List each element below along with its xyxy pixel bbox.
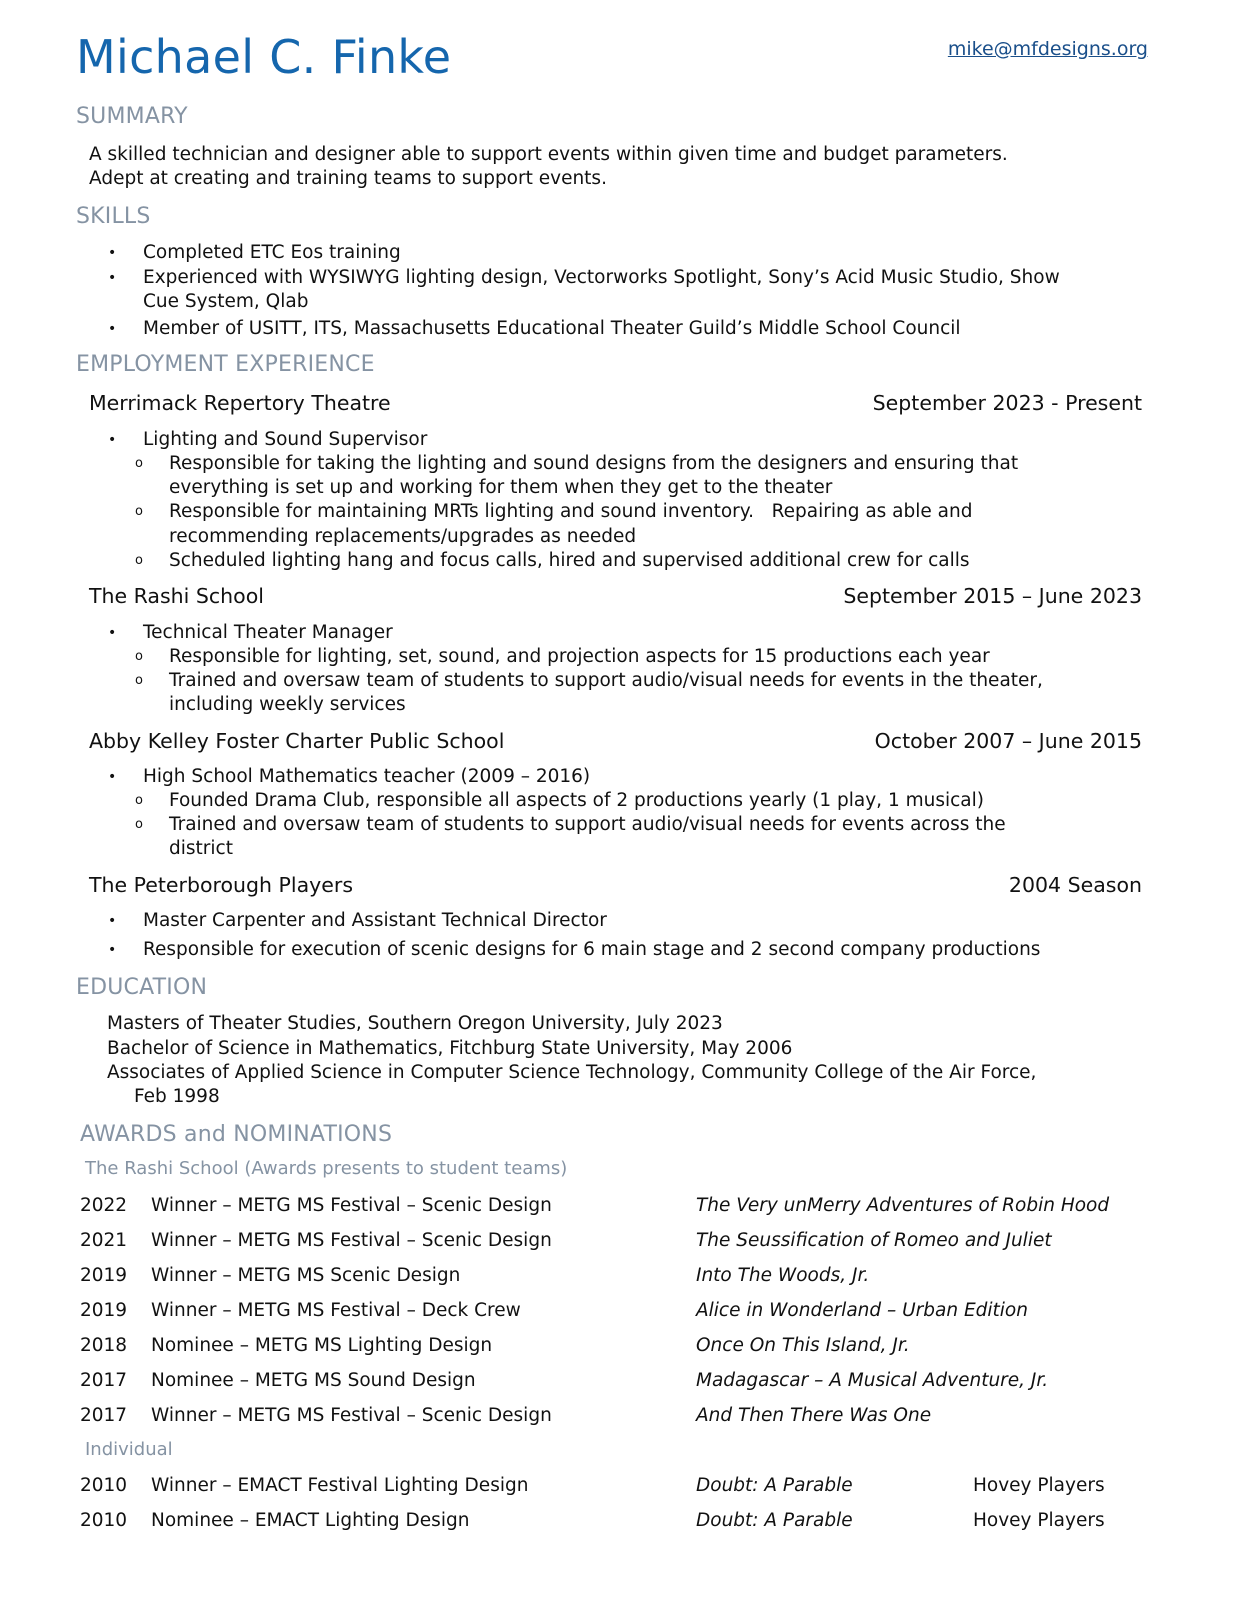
candidate-name: Michael C. Finke: [76, 30, 452, 84]
job-detail: Responsible for lighting, set, sound, and projection aspects for 15 productions each year: [169, 646, 990, 667]
award-title: Nominee – EMACT Lighting Design: [151, 1510, 470, 1531]
summary-line: Adept at creating and training teams to support events.: [89, 168, 607, 189]
award-year: 2017: [80, 1405, 128, 1426]
award-year: 2022: [80, 1195, 128, 1216]
summary-heading: SUMMARY: [76, 104, 188, 129]
skills-heading: SKILLS: [76, 204, 151, 229]
job-header: [89, 873, 1142, 897]
bullet-icon: •: [108, 942, 117, 958]
job-employer: Abby Kelley Foster Charter Public School: [89, 729, 505, 753]
job-dates: 2004 Season: [1008, 873, 1142, 897]
bullet-icon: •: [108, 769, 117, 785]
sub-bullet-icon: o: [135, 673, 143, 688]
job-header: [89, 729, 1142, 753]
award-title: Winner – EMACT Festival Lighting Design: [151, 1475, 529, 1496]
job-detail: Trained and oversaw team of students to support audio/visual needs for events in the theater,: [169, 670, 1043, 691]
job-header: [89, 584, 1142, 608]
award-title: Winner – METG MS Festival – Scenic Design: [151, 1405, 552, 1426]
awards-group-label: Individual: [85, 1439, 173, 1460]
education-item: Masters of Theater Studies, Southern Oregon University, July 2023: [107, 1013, 723, 1034]
job-detail-continuation: including weekly services: [169, 694, 406, 715]
award-company: Hovey Players: [973, 1510, 1105, 1531]
award-title: Nominee – METG MS Lighting Design: [151, 1335, 493, 1356]
education-item: Associates of Applied Science in Computer Science Technology, Community College of the Air Force,: [107, 1062, 1037, 1083]
award-show: Into The Woods, Jr.: [696, 1265, 870, 1286]
skill-item: Completed ETC Eos training: [143, 242, 401, 263]
award-title: Winner – METG MS Festival – Scenic Design: [151, 1230, 552, 1251]
skill-item-continuation: Cue System, Qlab: [143, 291, 309, 312]
employment-heading: EMPLOYMENT EXPERIENCE: [76, 352, 375, 377]
summary-line: A skilled technician and designer able to support events within given time and budget parameters.: [89, 144, 1008, 165]
job-detail: Founded Drama Club, responsible all aspects of 2 productions yearly (1 play, 1 musical): [169, 790, 984, 811]
job-employer: Merrimack Repertory Theatre: [89, 391, 391, 415]
job-detail-continuation: everything is set up and working for them when they get to the theater: [169, 477, 833, 498]
skill-item: Member of USITT, ITS, Massachusetts Educational Theater Guild’s Middle School Council: [143, 318, 961, 339]
sub-bullet-icon: o: [135, 793, 143, 808]
job-dates: September 2023 - Present: [872, 391, 1142, 415]
award-year: 2021: [80, 1230, 128, 1251]
bullet-icon: •: [108, 913, 117, 929]
education-item-continuation: Feb 1998: [134, 1086, 220, 1107]
award-year: 2019: [80, 1300, 128, 1321]
awards-group-label: The Rashi School (Awards presents to student teams): [85, 1158, 568, 1179]
sub-bullet-icon: o: [135, 817, 143, 832]
award-company: Hovey Players: [973, 1475, 1105, 1496]
job-role: Master Carpenter and Assistant Technical Director: [143, 910, 607, 931]
award-show: Madagascar – A Musical Adventure, Jr.: [696, 1370, 1049, 1391]
sub-bullet-icon: o: [135, 649, 143, 664]
bullet-icon: •: [108, 625, 117, 641]
job-role: Lighting and Sound Supervisor: [143, 429, 428, 450]
job-detail: Responsible for maintaining MRTs lighting and sound inventory. Repairing as able and: [169, 501, 973, 522]
job-detail: Responsible for taking the lighting and sound designs from the designers and ensuring that: [169, 453, 1019, 474]
bullet-icon: •: [108, 270, 117, 286]
award-show: The Very unMerry Adventures of Robin Hood: [696, 1195, 1110, 1216]
award-show: Doubt: A Parable: [696, 1475, 853, 1496]
award-show: The Seussification of Romeo and Juliet: [696, 1230, 1052, 1251]
bullet-icon: •: [108, 321, 117, 337]
job-detail-continuation: recommending replacements/upgrades as needed: [169, 526, 637, 547]
job-detail: Trained and oversaw team of students to support audio/visual needs for events across the: [169, 814, 1006, 835]
award-show: Once On This Island, Jr.: [696, 1335, 910, 1356]
email-link[interactable]: mike@mfdesigns.org: [947, 38, 1148, 60]
awards-heading: AWARDS and NOMINATIONS: [80, 1122, 393, 1147]
job-header: [89, 391, 1142, 415]
award-year: 2010: [80, 1510, 128, 1531]
job-dates: September 2015 – June 2023: [843, 584, 1142, 608]
education-heading: EDUCATION: [76, 975, 208, 1000]
award-title: Winner – METG MS Festival – Deck Crew: [151, 1300, 521, 1321]
bullet-icon: •: [108, 432, 117, 448]
award-year: 2019: [80, 1265, 128, 1286]
job-dates: October 2007 – June 2015: [874, 729, 1142, 753]
skill-item: Experienced with WYSIWYG lighting design, Vectorworks Spotlight, Sony’s Acid Music Studio, Show: [143, 267, 1060, 288]
award-title: Winner – METG MS Scenic Design: [151, 1265, 461, 1286]
sub-bullet-icon: o: [135, 553, 143, 568]
award-year: 2017: [80, 1370, 128, 1391]
job-role: Responsible for execution of scenic designs for 6 main stage and 2 second company productions: [143, 939, 1041, 960]
job-employer: The Rashi School: [89, 584, 264, 608]
sub-bullet-icon: o: [135, 504, 143, 519]
award-show: And Then There Was One: [696, 1405, 932, 1426]
sub-bullet-icon: o: [135, 456, 143, 471]
award-year: 2018: [80, 1335, 128, 1356]
award-title: Nominee – METG MS Sound Design: [151, 1370, 476, 1391]
award-title: Winner – METG MS Festival – Scenic Design: [151, 1195, 552, 1216]
job-role: Technical Theater Manager: [143, 622, 393, 643]
education-item: Bachelor of Science in Mathematics, Fitchburg State University, May 2006: [107, 1038, 793, 1059]
job-detail: Scheduled lighting hang and focus calls, hired and supervised additional crew for calls: [169, 550, 970, 571]
award-show: Doubt: A Parable: [696, 1510, 853, 1531]
job-employer: The Peterborough Players: [89, 873, 354, 897]
award-show: Alice in Wonderland – Urban Edition: [696, 1300, 1028, 1321]
job-role: High School Mathematics teacher (2009 – 2016): [143, 766, 591, 787]
bullet-icon: •: [108, 245, 117, 261]
job-detail-continuation: district: [169, 838, 233, 859]
award-year: 2010: [80, 1475, 128, 1496]
